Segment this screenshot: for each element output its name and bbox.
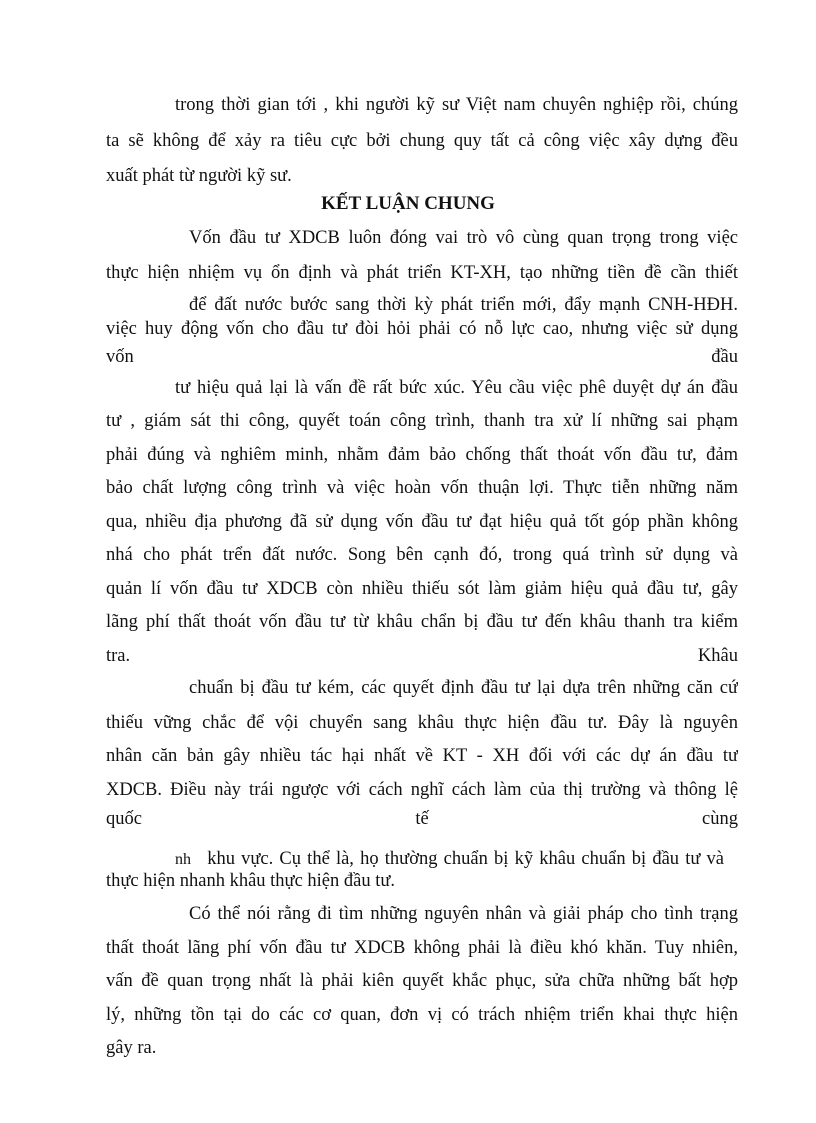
p1-line-3: để đất nước bước sang thời kỳ phát triển mới, đẩy mạnh CNH-HĐH.	[189, 295, 738, 315]
intro-line-3: xuất phát từ người kỹ sư.	[106, 166, 292, 186]
p1-line-11: nhá cho phát trển đất nước. Song bên cạnh đó, trong quá trình sử dụng và	[106, 545, 738, 565]
p1-line-14-right: Khâu	[697, 646, 738, 666]
p1-line-10: qua, nhiều địa phương đã sử dụng vốn đầu tư đạt hiệu quả tốt góp phần không	[106, 512, 738, 532]
p1-line-5-right: đầu	[711, 347, 738, 367]
p1-line-12: quản lí vốn đầu tư XDCB còn nhiều thiếu sót làm giảm hiệu quả đầu tư, gây	[106, 579, 738, 599]
p2-line-5-right: cùng	[702, 809, 738, 829]
p2-line-6	[175, 843, 738, 871]
section-heading: KẾT LUẬN CHUNG	[321, 193, 495, 214]
p2-line-6-text: khu vực. Cụ thể là, họ thường chuẩn bị kỹ khâu chuẩn bị đầu tư và	[207, 849, 725, 869]
p3-line-3: vấn đề quan trọng nhất là phải kiên quyết khắc phục, sửa chữa những bất hợp	[106, 971, 738, 991]
intro-line-1: trong thời gian tới , khi người kỹ sư Việt nam chuyên nghiệp rồi, chúng	[175, 95, 738, 115]
p1-line-13: lãng phí thất thoát vốn đầu tư từ khâu chẩn bị đầu tư đến khâu thanh tra kiểm	[106, 612, 738, 632]
p2-line-6-fragment: nh	[175, 851, 191, 868]
p2-line-7: thực hiện nhanh khâu thực hiện đầu tư.	[106, 871, 396, 891]
p1-line-6: tư hiệu quả lại là vấn đề rất bức xúc. Yêu cầu việc phê duyệt dự án đầu	[175, 378, 738, 398]
p3-line-2: thất thoát lãng phí vốn đầu tư XDCB không phải là điều khó khăn. Tuy nhiên,	[106, 938, 738, 958]
p1-line-9: bảo chất lượng công trình và việc hoàn vốn thuận lợi. Thực tiễn những năm	[106, 478, 738, 498]
p2-line-5-left: quốc	[106, 809, 142, 829]
p1-line-5	[106, 346, 738, 368]
p2-line-5-middle: tế	[415, 809, 429, 829]
p1-line-2: thực hiện nhiệm vụ ổn định và phát triển KT-XH, tạo những tiền đề cần thiết	[106, 263, 738, 283]
p2-line-2: thiếu vững chắc để vội chuyển sang khâu thực hiện đầu tư. Đây là nguyên	[106, 713, 738, 733]
p2-line-4: XDCB. Điều này trái ngược với cách nghĩ cách làm của thị trường và thông lệ	[106, 780, 738, 800]
p1-line-7: tư , giám sát thi công, quyết toán công trình, thanh tra xử lí những sai phạm	[106, 411, 738, 431]
p3-line-5: gây ra.	[106, 1038, 157, 1058]
p1-line-5-left: vốn	[106, 347, 134, 367]
p1-line-8: phải đúng và nghiêm minh, nhằm đảm bảo chống thất thoát vốn đầu tư, đảm	[106, 445, 738, 465]
p1-line-1: Vốn đầu tư XDCB luôn đóng vai trò vô cùng quan trọng trong việc	[189, 228, 738, 248]
p3-line-4: lý, những tồn tại do các cơ quan, đơn vị có trách nhiệm triển khai thực hiện	[106, 1005, 738, 1025]
p2-line-1: chuẩn bị đầu tư kém, các quyết định đầu tư lại dựa trên những căn cứ	[189, 678, 738, 698]
p1-line-4: việc huy động vốn cho đầu tư đòi hỏi phải có nỗ lực cao, nhưng việc sử dụng	[106, 319, 738, 339]
p1-line-14-left: tra.	[106, 646, 131, 666]
p2-line-3: nhân căn bản gây nhiều tác hại nhất về KT - XH đối với các dự án đầu tư	[106, 746, 738, 766]
p2-line-5	[106, 808, 738, 830]
p3-line-1: Có thể nói rằng đi tìm những nguyên nhân và giải pháp cho tình trạng	[189, 904, 738, 924]
intro-line-2: ta sẽ không để xảy ra tiêu cực bởi chung quy tất cả công việc xây dựng đều	[106, 131, 738, 151]
p1-line-14	[106, 645, 738, 667]
